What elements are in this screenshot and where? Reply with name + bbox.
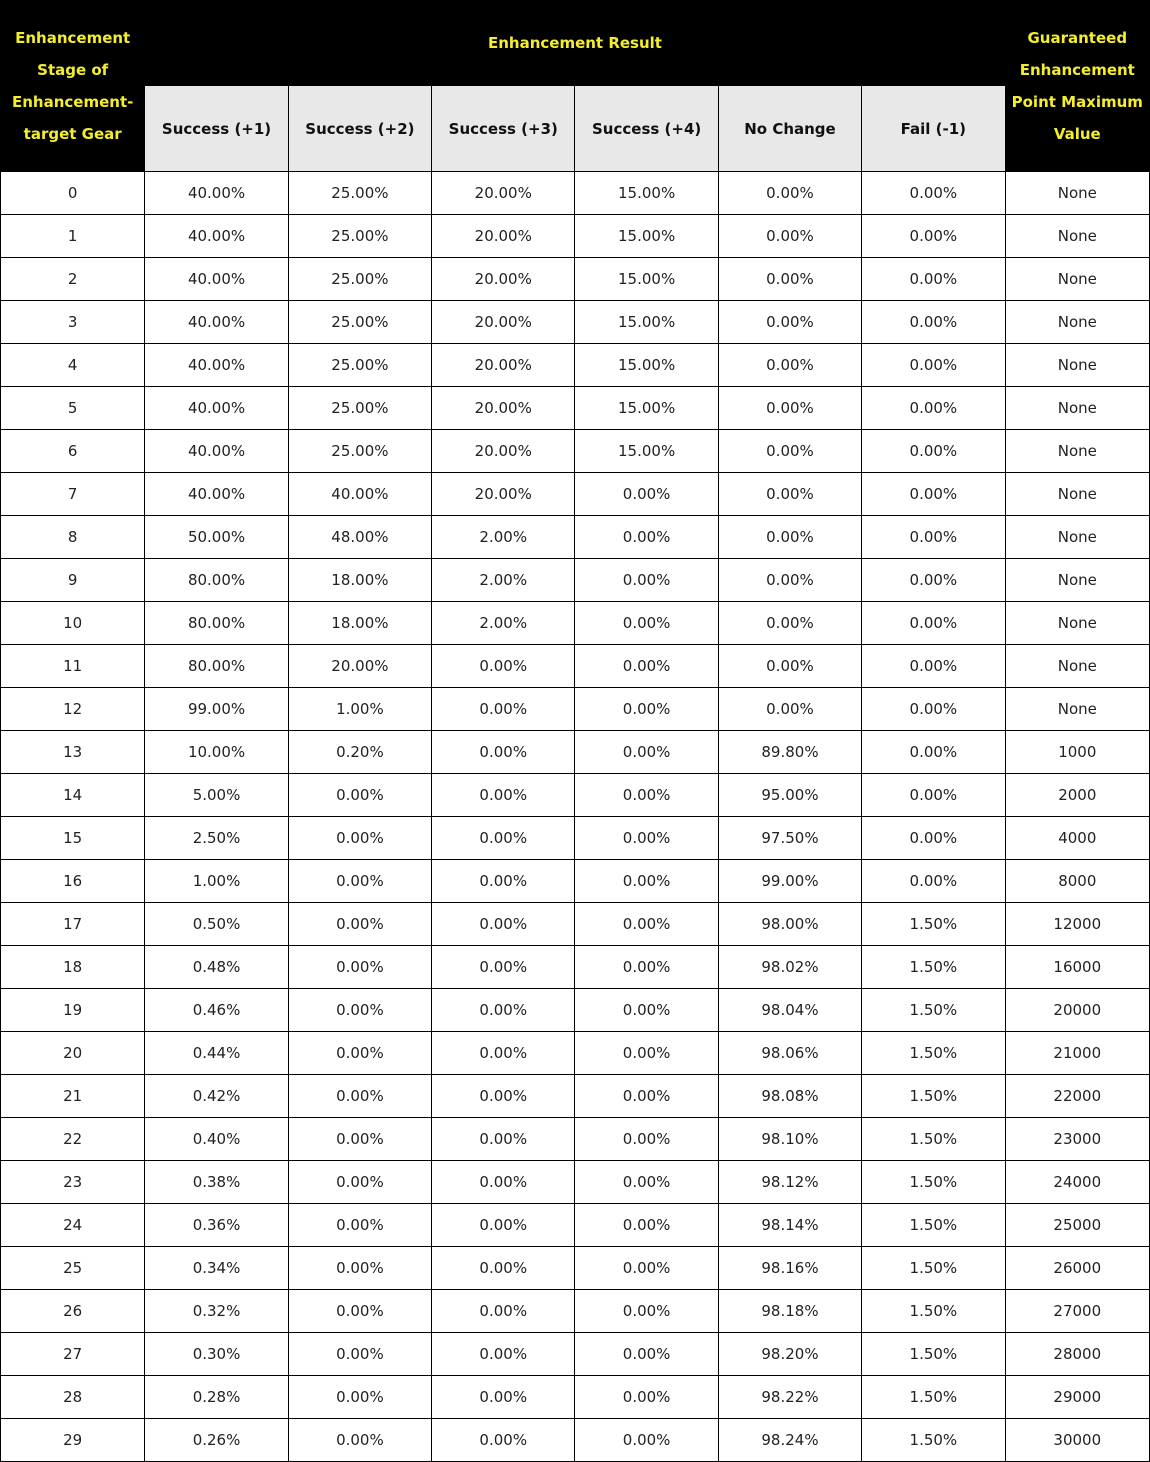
guaranteed-max-cell: None (1005, 602, 1149, 645)
guaranteed-max-cell: 26000 (1005, 1247, 1149, 1290)
no-change-cell: 98.24% (718, 1419, 861, 1462)
success-plus4-cell: 0.00% (575, 817, 718, 860)
success-plus4-cell: 0.00% (575, 1333, 718, 1376)
success-plus1-cell: 0.30% (145, 1333, 288, 1376)
success-plus2-cell: 0.00% (288, 1118, 431, 1161)
success-plus1-cell: 50.00% (145, 516, 288, 559)
success-plus4-cell: 0.00% (575, 1419, 718, 1462)
success-plus2-cell: 0.00% (288, 774, 431, 817)
success-plus1-cell: 40.00% (145, 258, 288, 301)
success-plus4-cell: 0.00% (575, 860, 718, 903)
table-row (1, 1247, 1150, 1290)
stage-cell: 5 (1, 387, 145, 430)
guaranteed-max-cell: 27000 (1005, 1290, 1149, 1333)
fail-minus1-cell: 1.50% (862, 1118, 1005, 1161)
success-plus4-cell: 15.00% (575, 430, 718, 473)
guaranteed-max-cell: None (1005, 516, 1149, 559)
fail-minus1-cell: 0.00% (862, 860, 1005, 903)
guaranteed-max-cell: None (1005, 215, 1149, 258)
success-plus1-cell: 1.00% (145, 860, 288, 903)
guaranteed-max-cell: 12000 (1005, 903, 1149, 946)
guaranteed-max-cell: None (1005, 258, 1149, 301)
guaranteed-max-cell: None (1005, 172, 1149, 215)
stage-cell: 6 (1, 430, 145, 473)
success-plus1-cell: 40.00% (145, 387, 288, 430)
success-plus3-cell: 0.00% (432, 774, 575, 817)
success-plus2-cell: 0.00% (288, 1333, 431, 1376)
stage-cell: 19 (1, 989, 145, 1032)
guaranteed-max-cell: 1000 (1005, 731, 1149, 774)
success-plus4-cell: 0.00% (575, 1075, 718, 1118)
no-change-cell: 98.22% (718, 1376, 861, 1419)
stage-cell: 21 (1, 1075, 145, 1118)
success-plus1-cell: 0.34% (145, 1247, 288, 1290)
stage-cell: 13 (1, 731, 145, 774)
success-plus1-cell: 40.00% (145, 430, 288, 473)
fail-minus1-cell: 0.00% (862, 258, 1005, 301)
no-change-header: No Change (718, 86, 861, 172)
no-change-cell: 98.00% (718, 903, 861, 946)
success-plus1-cell: 0.28% (145, 1376, 288, 1419)
table-row (1, 817, 1150, 860)
success-plus1-cell: 0.44% (145, 1032, 288, 1075)
table-row (1, 688, 1150, 731)
guaranteed-max-cell: 2000 (1005, 774, 1149, 817)
success-plus4-cell: 15.00% (575, 301, 718, 344)
success-plus2-cell: 18.00% (288, 602, 431, 645)
guaranteed-max-cell: 21000 (1005, 1032, 1149, 1075)
success-plus1-cell: 40.00% (145, 473, 288, 516)
fail-minus1-cell: 0.00% (862, 774, 1005, 817)
table-row (1, 215, 1150, 258)
table-row (1, 1032, 1150, 1075)
stage-cell: 10 (1, 602, 145, 645)
stage-cell: 11 (1, 645, 145, 688)
table-row (1, 559, 1150, 602)
success-plus2-cell: 0.00% (288, 1075, 431, 1118)
fail-minus1-cell: 0.00% (862, 301, 1005, 344)
success-plus3-cell: 0.00% (432, 645, 575, 688)
header-row-top (1, 1, 1150, 86)
table-row (1, 774, 1150, 817)
success-plus3-cell: 0.00% (432, 1204, 575, 1247)
table-row (1, 645, 1150, 688)
success-plus3-cell: 0.00% (432, 903, 575, 946)
success-plus4-cell: 15.00% (575, 344, 718, 387)
success-plus2-cell: 25.00% (288, 430, 431, 473)
no-change-cell: 0.00% (718, 559, 861, 602)
success-plus3-cell: 0.00% (432, 1376, 575, 1419)
guaranteed-column-header: Guaranteed Enhancement Point Maximum Value (1005, 1, 1149, 172)
fail-minus1-cell: 0.00% (862, 516, 1005, 559)
stage-cell: 27 (1, 1333, 145, 1376)
stage-cell: 15 (1, 817, 145, 860)
table-row (1, 1376, 1150, 1419)
success-plus2-cell: 25.00% (288, 344, 431, 387)
no-change-cell: 98.02% (718, 946, 861, 989)
guaranteed-max-cell: None (1005, 688, 1149, 731)
success-plus2-cell: 0.00% (288, 1376, 431, 1419)
table-row (1, 1204, 1150, 1247)
success-plus1-cell: 2.50% (145, 817, 288, 860)
success-plus3-cell: 2.00% (432, 602, 575, 645)
table-row (1, 731, 1150, 774)
success-plus3-cell: 0.00% (432, 731, 575, 774)
stage-cell: 3 (1, 301, 145, 344)
success-plus1-cell: 5.00% (145, 774, 288, 817)
stage-cell: 23 (1, 1161, 145, 1204)
success-plus4-cell: 0.00% (575, 731, 718, 774)
success-plus2-cell: 40.00% (288, 473, 431, 516)
guaranteed-max-cell: 23000 (1005, 1118, 1149, 1161)
success-plus1-cell: 10.00% (145, 731, 288, 774)
stage-cell: 1 (1, 215, 145, 258)
success-plus4-cell: 0.00% (575, 602, 718, 645)
success-plus4-cell: 0.00% (575, 1032, 718, 1075)
success-plus3-cell: 0.00% (432, 1419, 575, 1462)
no-change-cell: 0.00% (718, 301, 861, 344)
no-change-cell: 0.00% (718, 344, 861, 387)
success-plus2-cell: 0.00% (288, 903, 431, 946)
fail-minus1-cell: 1.50% (862, 1075, 1005, 1118)
table-row (1, 860, 1150, 903)
no-change-cell: 0.00% (718, 258, 861, 301)
guaranteed-max-cell: 29000 (1005, 1376, 1149, 1419)
no-change-cell: 0.00% (718, 430, 861, 473)
success-plus2-cell: 0.00% (288, 1419, 431, 1462)
success-plus1-cell: 40.00% (145, 172, 288, 215)
fail-minus1-header: Fail (-1) (862, 86, 1005, 172)
success-plus2-cell: 0.00% (288, 1161, 431, 1204)
success-plus2-cell: 1.00% (288, 688, 431, 731)
guaranteed-max-cell: 30000 (1005, 1419, 1149, 1462)
stage-cell: 9 (1, 559, 145, 602)
success-plus3-cell: 20.00% (432, 301, 575, 344)
table-row (1, 172, 1150, 215)
table-row (1, 430, 1150, 473)
no-change-cell: 98.06% (718, 1032, 861, 1075)
no-change-cell: 98.20% (718, 1333, 861, 1376)
table-row (1, 301, 1150, 344)
no-change-cell: 98.18% (718, 1290, 861, 1333)
fail-minus1-cell: 0.00% (862, 817, 1005, 860)
guaranteed-max-cell: None (1005, 430, 1149, 473)
success-plus1-header: Success (+1) (145, 86, 288, 172)
success-plus1-cell: 0.40% (145, 1118, 288, 1161)
guaranteed-max-cell: 25000 (1005, 1204, 1149, 1247)
stage-cell: 12 (1, 688, 145, 731)
success-plus4-cell: 0.00% (575, 645, 718, 688)
fail-minus1-cell: 0.00% (862, 473, 1005, 516)
stage-column-header: Enhancement Stage of Enhancement-target Gear (1, 1, 145, 172)
success-plus1-cell: 0.50% (145, 903, 288, 946)
fail-minus1-cell: 1.50% (862, 1333, 1005, 1376)
stage-cell: 4 (1, 344, 145, 387)
table-row (1, 387, 1150, 430)
guaranteed-max-cell: 20000 (1005, 989, 1149, 1032)
success-plus4-cell: 0.00% (575, 903, 718, 946)
no-change-cell: 98.12% (718, 1161, 861, 1204)
success-plus4-cell: 0.00% (575, 774, 718, 817)
no-change-cell: 98.04% (718, 989, 861, 1032)
success-plus3-cell: 2.00% (432, 516, 575, 559)
no-change-cell: 0.00% (718, 645, 861, 688)
fail-minus1-cell: 0.00% (862, 688, 1005, 731)
fail-minus1-cell: 1.50% (862, 1376, 1005, 1419)
no-change-cell: 0.00% (718, 602, 861, 645)
success-plus2-cell: 25.00% (288, 258, 431, 301)
stage-cell: 7 (1, 473, 145, 516)
success-plus4-cell: 0.00% (575, 946, 718, 989)
fail-minus1-cell: 0.00% (862, 215, 1005, 258)
fail-minus1-cell: 1.50% (862, 989, 1005, 1032)
guaranteed-max-cell: None (1005, 559, 1149, 602)
success-plus1-cell: 40.00% (145, 301, 288, 344)
success-plus2-cell: 20.00% (288, 645, 431, 688)
success-plus2-cell: 0.00% (288, 860, 431, 903)
no-change-cell: 95.00% (718, 774, 861, 817)
success-plus2-cell: 0.00% (288, 1247, 431, 1290)
success-plus2-header: Success (+2) (288, 86, 431, 172)
table-row (1, 1333, 1150, 1376)
success-plus3-cell: 0.00% (432, 1032, 575, 1075)
success-plus4-cell: 0.00% (575, 1376, 718, 1419)
success-plus2-cell: 0.00% (288, 946, 431, 989)
success-plus1-cell: 0.26% (145, 1419, 288, 1462)
success-plus3-cell: 0.00% (432, 946, 575, 989)
success-plus2-cell: 18.00% (288, 559, 431, 602)
no-change-cell: 97.50% (718, 817, 861, 860)
stage-cell: 17 (1, 903, 145, 946)
success-plus2-cell: 0.00% (288, 1204, 431, 1247)
success-plus3-cell: 0.00% (432, 1333, 575, 1376)
success-plus4-cell: 0.00% (575, 1247, 718, 1290)
guaranteed-max-cell: None (1005, 344, 1149, 387)
no-change-cell: 98.16% (718, 1247, 861, 1290)
table-row (1, 1118, 1150, 1161)
guaranteed-max-cell: 4000 (1005, 817, 1149, 860)
success-plus2-cell: 25.00% (288, 387, 431, 430)
fail-minus1-cell: 1.50% (862, 1204, 1005, 1247)
fail-minus1-cell: 1.50% (862, 1032, 1005, 1075)
stage-cell: 20 (1, 1032, 145, 1075)
table-row (1, 903, 1150, 946)
success-plus4-cell: 0.00% (575, 1161, 718, 1204)
guaranteed-max-cell: None (1005, 301, 1149, 344)
success-plus1-cell: 0.42% (145, 1075, 288, 1118)
no-change-cell: 0.00% (718, 215, 861, 258)
success-plus2-cell: 25.00% (288, 301, 431, 344)
guaranteed-max-cell: 16000 (1005, 946, 1149, 989)
fail-minus1-cell: 1.50% (862, 1247, 1005, 1290)
stage-cell: 0 (1, 172, 145, 215)
no-change-cell: 98.14% (718, 1204, 861, 1247)
success-plus1-cell: 80.00% (145, 645, 288, 688)
success-plus3-header: Success (+3) (432, 86, 575, 172)
success-plus3-cell: 0.00% (432, 989, 575, 1032)
guaranteed-max-cell: 8000 (1005, 860, 1149, 903)
success-plus3-cell: 20.00% (432, 473, 575, 516)
table-header (1, 1, 1150, 172)
stage-cell: 2 (1, 258, 145, 301)
table-body (1, 172, 1150, 1462)
header-row-sub (1, 86, 1150, 172)
success-plus4-cell: 15.00% (575, 387, 718, 430)
success-plus2-cell: 25.00% (288, 172, 431, 215)
fail-minus1-cell: 0.00% (862, 387, 1005, 430)
stage-cell: 22 (1, 1118, 145, 1161)
success-plus3-cell: 0.00% (432, 1290, 575, 1333)
table-row (1, 1290, 1150, 1333)
table-row (1, 473, 1150, 516)
stage-cell: 25 (1, 1247, 145, 1290)
stage-cell: 28 (1, 1376, 145, 1419)
fail-minus1-cell: 0.00% (862, 602, 1005, 645)
success-plus1-cell: 80.00% (145, 559, 288, 602)
stage-cell: 29 (1, 1419, 145, 1462)
guaranteed-max-cell: None (1005, 645, 1149, 688)
table-row (1, 516, 1150, 559)
success-plus3-cell: 20.00% (432, 258, 575, 301)
success-plus3-cell: 20.00% (432, 172, 575, 215)
fail-minus1-cell: 1.50% (862, 1161, 1005, 1204)
success-plus3-cell: 20.00% (432, 430, 575, 473)
guaranteed-max-cell: None (1005, 387, 1149, 430)
success-plus3-cell: 0.00% (432, 817, 575, 860)
no-change-cell: 99.00% (718, 860, 861, 903)
success-plus1-cell: 80.00% (145, 602, 288, 645)
guaranteed-max-cell: None (1005, 473, 1149, 516)
success-plus1-cell: 40.00% (145, 215, 288, 258)
no-change-cell: 98.10% (718, 1118, 861, 1161)
table-row (1, 258, 1150, 301)
no-change-cell: 0.00% (718, 473, 861, 516)
success-plus3-cell: 0.00% (432, 1118, 575, 1161)
table-row (1, 989, 1150, 1032)
success-plus4-cell: 15.00% (575, 215, 718, 258)
fail-minus1-cell: 0.00% (862, 731, 1005, 774)
success-plus4-cell: 0.00% (575, 1290, 718, 1333)
stage-cell: 16 (1, 860, 145, 903)
success-plus1-cell: 99.00% (145, 688, 288, 731)
success-plus1-cell: 40.00% (145, 344, 288, 387)
fail-minus1-cell: 1.50% (862, 903, 1005, 946)
table-row (1, 1161, 1150, 1204)
no-change-cell: 89.80% (718, 731, 861, 774)
table-row (1, 946, 1150, 989)
table-row (1, 1419, 1150, 1462)
guaranteed-max-cell: 24000 (1005, 1161, 1149, 1204)
stage-cell: 8 (1, 516, 145, 559)
success-plus3-cell: 0.00% (432, 688, 575, 731)
success-plus2-cell: 0.00% (288, 817, 431, 860)
success-plus2-cell: 0.00% (288, 1032, 431, 1075)
success-plus1-cell: 0.46% (145, 989, 288, 1032)
success-plus2-cell: 48.00% (288, 516, 431, 559)
fail-minus1-cell: 1.50% (862, 946, 1005, 989)
stage-cell: 14 (1, 774, 145, 817)
success-plus4-cell: 0.00% (575, 688, 718, 731)
success-plus4-header: Success (+4) (575, 86, 718, 172)
success-plus4-cell: 0.00% (575, 473, 718, 516)
success-plus1-cell: 0.38% (145, 1161, 288, 1204)
success-plus4-cell: 0.00% (575, 1118, 718, 1161)
success-plus3-cell: 20.00% (432, 387, 575, 430)
stage-cell: 18 (1, 946, 145, 989)
fail-minus1-cell: 0.00% (862, 172, 1005, 215)
success-plus2-cell: 25.00% (288, 215, 431, 258)
fail-minus1-cell: 1.50% (862, 1290, 1005, 1333)
guaranteed-max-cell: 22000 (1005, 1075, 1149, 1118)
success-plus4-cell: 0.00% (575, 559, 718, 602)
success-plus2-cell: 0.00% (288, 989, 431, 1032)
fail-minus1-cell: 0.00% (862, 344, 1005, 387)
success-plus3-cell: 20.00% (432, 344, 575, 387)
success-plus3-cell: 0.00% (432, 1161, 575, 1204)
success-plus1-cell: 0.32% (145, 1290, 288, 1333)
success-plus4-cell: 15.00% (575, 258, 718, 301)
success-plus4-cell: 0.00% (575, 989, 718, 1032)
no-change-cell: 0.00% (718, 387, 861, 430)
success-plus3-cell: 0.00% (432, 1247, 575, 1290)
stage-cell: 26 (1, 1290, 145, 1333)
success-plus1-cell: 0.36% (145, 1204, 288, 1247)
success-plus3-cell: 0.00% (432, 1075, 575, 1118)
success-plus3-cell: 20.00% (432, 215, 575, 258)
success-plus3-cell: 0.00% (432, 860, 575, 903)
fail-minus1-cell: 0.00% (862, 430, 1005, 473)
no-change-cell: 0.00% (718, 688, 861, 731)
fail-minus1-cell: 0.00% (862, 645, 1005, 688)
success-plus4-cell: 15.00% (575, 172, 718, 215)
guaranteed-max-cell: 28000 (1005, 1333, 1149, 1376)
success-plus4-cell: 0.00% (575, 516, 718, 559)
success-plus4-cell: 0.00% (575, 1204, 718, 1247)
no-change-cell: 0.00% (718, 172, 861, 215)
success-plus2-cell: 0.20% (288, 731, 431, 774)
table-row (1, 344, 1150, 387)
result-group-header: Enhancement Result (145, 1, 1005, 86)
table-row (1, 602, 1150, 645)
success-plus2-cell: 0.00% (288, 1290, 431, 1333)
success-plus1-cell: 0.48% (145, 946, 288, 989)
no-change-cell: 0.00% (718, 516, 861, 559)
stage-cell: 24 (1, 1204, 145, 1247)
fail-minus1-cell: 0.00% (862, 559, 1005, 602)
success-plus3-cell: 2.00% (432, 559, 575, 602)
fail-minus1-cell: 1.50% (862, 1419, 1005, 1462)
table-row (1, 1075, 1150, 1118)
no-change-cell: 98.08% (718, 1075, 861, 1118)
